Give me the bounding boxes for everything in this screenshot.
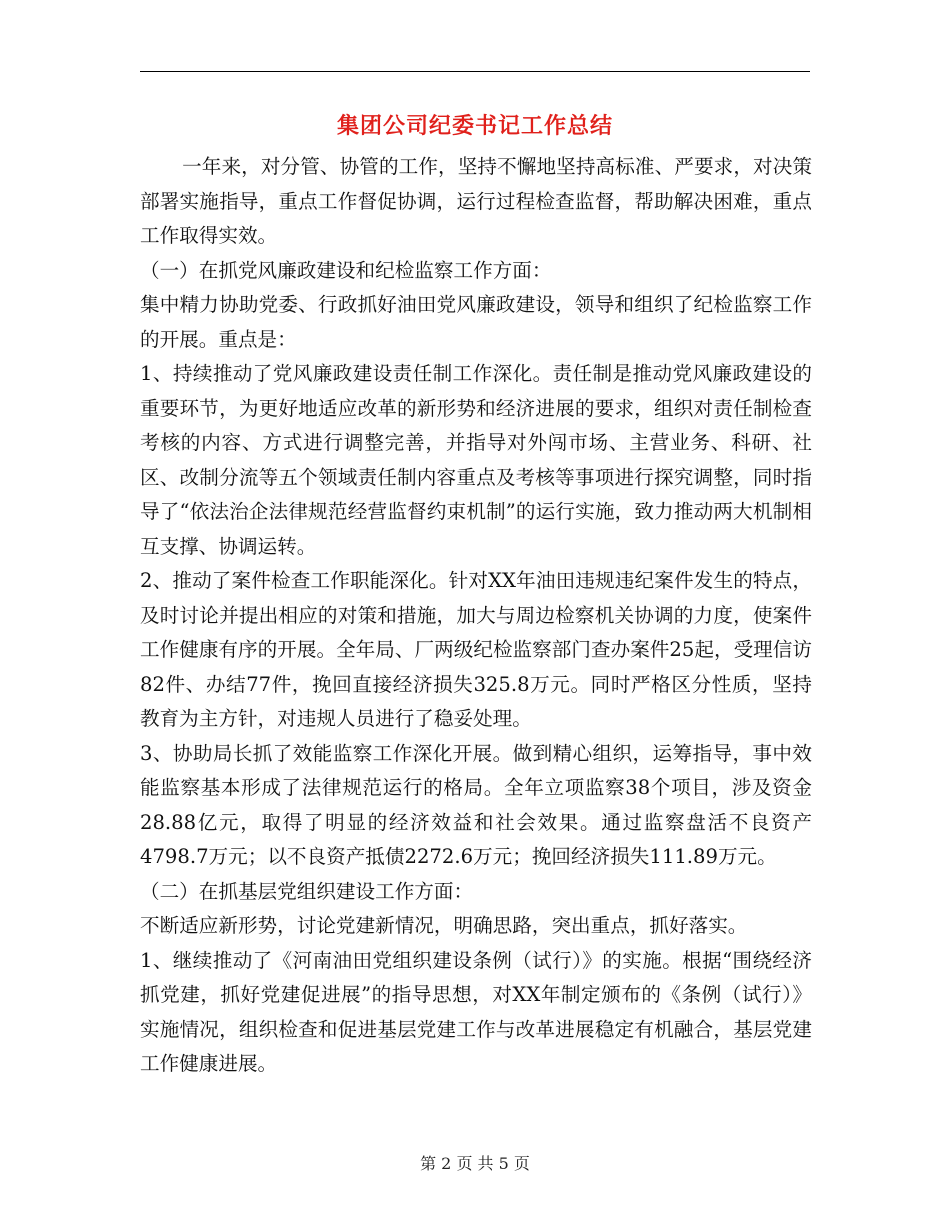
page-number: 第 2 页 共 5 页	[420, 1154, 530, 1173]
document-title: 集团公司纪委书记工作总结	[336, 113, 613, 139]
list-item: 1、持续推动了党风廉政建设责任制工作深化。责任制是推动党风廉政建设的重要环节，为更好地适应改革的新形势和经济进展的要求，组织对责任制检查考核的内容、方式进行调整完善，并指导对外闯市场、主营业务、科研、社区、改制分流等五个领域责任制内容重点及考核等事项进行探究调整，同时指导了“依法治企法律规范经营监督约束机制”的运行实施，致力推动两大机制相互支撑、协调运转。	[140, 362, 812, 558]
list-item: 3、协助局长抓了效能监察工作深化开展。做到精心组织，运筹指导，事中效能监察基本形成了法律规范运行的格局。全年立项监察38个项目，涉及资金28.88亿元，取得了明显的经济效益和社会效果。通过监察盘活不良资产4798.7万元；以不良资产抵债2272.6万元；挽回经济损失111.89万元。	[140, 741, 812, 868]
section-heading-1: （一）在抓党风廉政建设和纪检监察工作方面：	[140, 258, 552, 282]
list-item: 2、推动了案件检查工作职能深化。针对XX年油田违规违纪案件发生的特点，及时讨论并提出相应的对策和措施，加大与周边检察机关协调的力度，使案件工作健康有序的开展。全年局、厂两级纪检监察部门查办案件25起，受理信访82件、办结77件，挽回直接经济损失325.8万元。同时严格区分性质，坚持教育为主方针，对违规人员进行了稳妥处理。	[140, 569, 812, 730]
paragraph-intro: 一年来，对分管、协管的工作，坚持不懈地坚持高标准、严要求，对决策部署实施指导，重点工作督促协调，运行过程检查监督，帮助解决困难，重点工作取得实效。	[140, 155, 812, 247]
header-rule	[140, 71, 810, 72]
document-body	[140, 150, 812, 1082]
paragraph: 集中精力协助党委、行政抓好油田党风廉政建设，领导和组织了纪检监察工作的开展。重点是：	[140, 293, 812, 351]
list-item: 1、继续推动了《河南油田党组织建设条例（试行）》的实施。根据“围绕经济抓党建，抓好党建促进展”的指导思想，对XX年制定颁布的《条例（试行）》实施情况，组织检查和促进基层党建工作与改革进展稳定有机融合，基层党建工作健康进展。	[140, 948, 812, 1075]
paragraph: 不断适应新形势，讨论党建新情况，明确思路，突出重点，抓好落实。	[140, 914, 748, 937]
section-heading-2: （二）在抓基层党组织建设工作方面：	[140, 879, 474, 903]
